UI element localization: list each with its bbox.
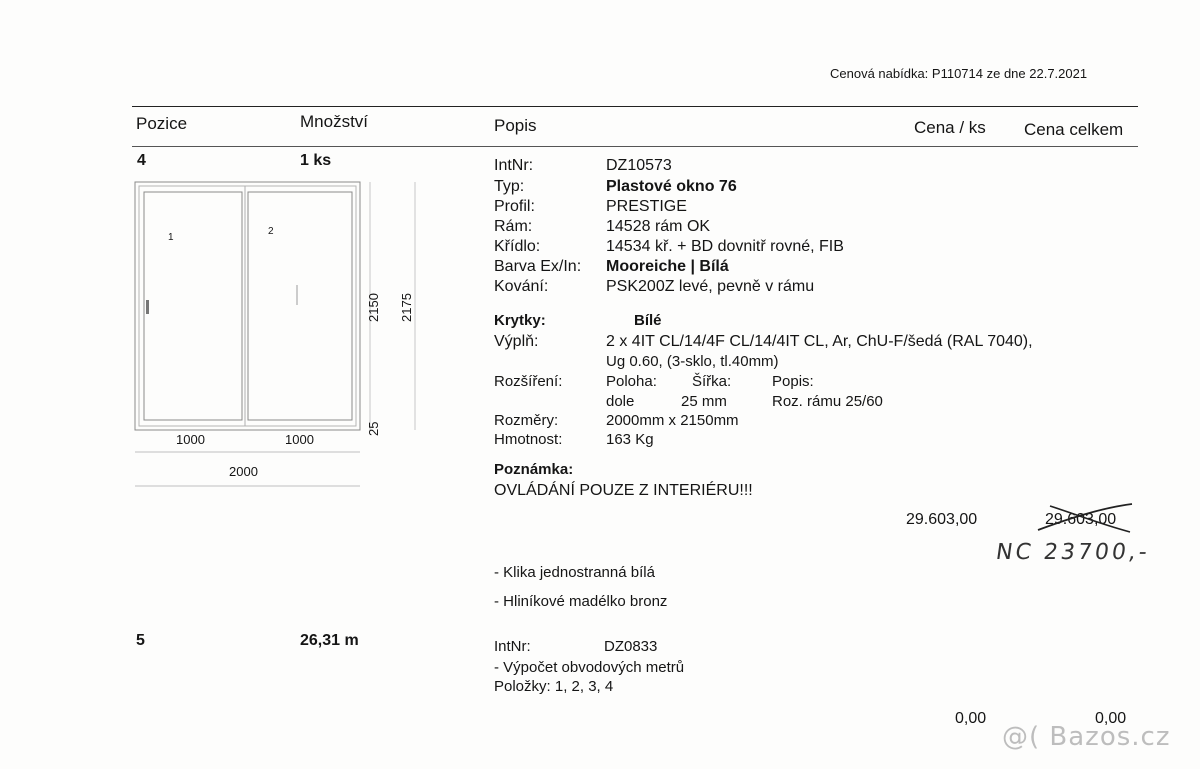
offer-reference: Cenová nabídka: P110714 ze dne 22.7.2021 <box>830 66 1088 81</box>
extra-klika: - Klika jednostranná bílá <box>494 564 655 581</box>
hmotnost-value: 163 Kg <box>606 431 654 448</box>
spec-value-profil: PRESTIGE <box>606 198 687 215</box>
col-mnozstvi: Množství <box>300 112 369 131</box>
spec-value-kridlo: 14534 kř. + BD dovnitř rovné, FIB <box>606 238 844 255</box>
dim-width-total: 2000 <box>229 464 258 479</box>
spec-label-typ: Typ: <box>494 178 525 195</box>
header-bottom-rule <box>132 146 1138 147</box>
item5-intnr-value: DZ0833 <box>604 638 658 655</box>
spec-label-intnr: IntNr: <box>494 157 534 174</box>
krytky-label: Krytky: <box>494 312 546 329</box>
vypln-line2: Ug 0.60, (3-sklo, tl.40mm) <box>606 353 779 370</box>
rozmery-label: Rozměry: <box>494 412 559 429</box>
poznamka-value: OVLÁDÁNÍ POUZE Z INTERIÉRU!!! <box>494 482 753 499</box>
spec-value-ram: 14528 rám OK <box>606 218 711 235</box>
item4-cena-ks: 29.603,00 <box>906 511 978 528</box>
dim-width-left: 1000 <box>176 432 205 447</box>
rozsireni-value-poloha: dole <box>606 393 635 410</box>
item4-cena-celkem: 29.603,00 <box>1045 511 1117 528</box>
item5-cena-ks: 0,00 <box>955 710 987 727</box>
col-cena-celkem: Cena celkem <box>1024 120 1124 139</box>
spec-value-intnr: DZ10573 <box>606 157 672 174</box>
window-sash-right <box>248 192 352 420</box>
vypln-line1: 2 x 4IT CL/14/4F CL/14/4IT CL, Ar, ChU-F/šedá (RAL 7040), <box>606 333 1033 350</box>
item4-pozice: 4 <box>137 152 146 169</box>
col-cena-ks: Cena / ks <box>914 118 986 137</box>
rozsireni-value-popis: Roz. rámu 25/60 <box>772 393 883 410</box>
krytky-value: Bílé <box>634 312 662 329</box>
dim-height-2150: 2150 <box>366 293 381 322</box>
spec-value-barva: Mooreiche | Bílá <box>606 258 729 275</box>
dim-height-2175: 2175 <box>399 293 414 322</box>
item5-pozice: 5 <box>136 632 145 649</box>
rozsireni-header-sirka: Šířka: <box>692 373 732 390</box>
spec-label-profil: Profil: <box>494 198 535 215</box>
dim-sill-25: 25 <box>366 421 381 436</box>
hmotnost-label: Hmotnost: <box>494 431 563 448</box>
bazos-watermark: @( Bazos.cz <box>1002 722 1171 752</box>
spec-label-kridlo: Křídlo: <box>494 238 541 255</box>
spec-value-kovani: PSK200Z levé, pevně v rámu <box>606 278 815 295</box>
rozsireni-header-popis: Popis: <box>772 373 814 390</box>
spec-label-kovani: Kování: <box>494 278 549 295</box>
price-strikethrough-mark <box>1030 502 1136 534</box>
window-handle-right <box>296 285 298 305</box>
rozsireni-label: Rozšíření: <box>494 373 563 390</box>
sash-label-1: 1 <box>168 232 174 243</box>
col-pozice: Pozice <box>136 114 188 133</box>
item5-line2: Položky: 1, 2, 3, 4 <box>494 678 614 695</box>
item4-mnozstvi: 1 ks <box>300 152 332 169</box>
sash-label-2: 2 <box>268 226 274 237</box>
window-sash-left <box>144 192 242 420</box>
rozmery-value: 2000mm x 2150mm <box>606 412 739 429</box>
item5-mnozstvi: 26,31 m <box>300 632 359 649</box>
window-drawing <box>130 160 430 520</box>
window-handle-left <box>146 300 149 314</box>
rozsireni-value-sirka: 25 mm <box>681 393 727 410</box>
header-top-rule <box>132 106 1138 107</box>
extra-madelko: - Hliníkové madélko bronz <box>494 593 668 610</box>
spec-label-ram: Rám: <box>494 218 533 235</box>
col-popis: Popis <box>494 116 537 135</box>
vypln-label: Výplň: <box>494 333 539 350</box>
rozsireni-header-poloha: Poloha: <box>606 373 657 390</box>
handwritten-price-note: NC 23700,- <box>994 540 1152 565</box>
spec-value-typ: Plastové okno 76 <box>606 178 737 195</box>
item5-line1: - Výpočet obvodových metrů <box>494 659 685 676</box>
spec-label-barva: Barva Ex/In: <box>494 258 582 275</box>
poznamka-label: Poznámka: <box>494 461 574 478</box>
item5-intnr-label: IntNr: <box>494 638 531 655</box>
dim-width-right: 1000 <box>285 432 314 447</box>
item5-cena-celkem: 0,00 <box>1095 710 1127 727</box>
